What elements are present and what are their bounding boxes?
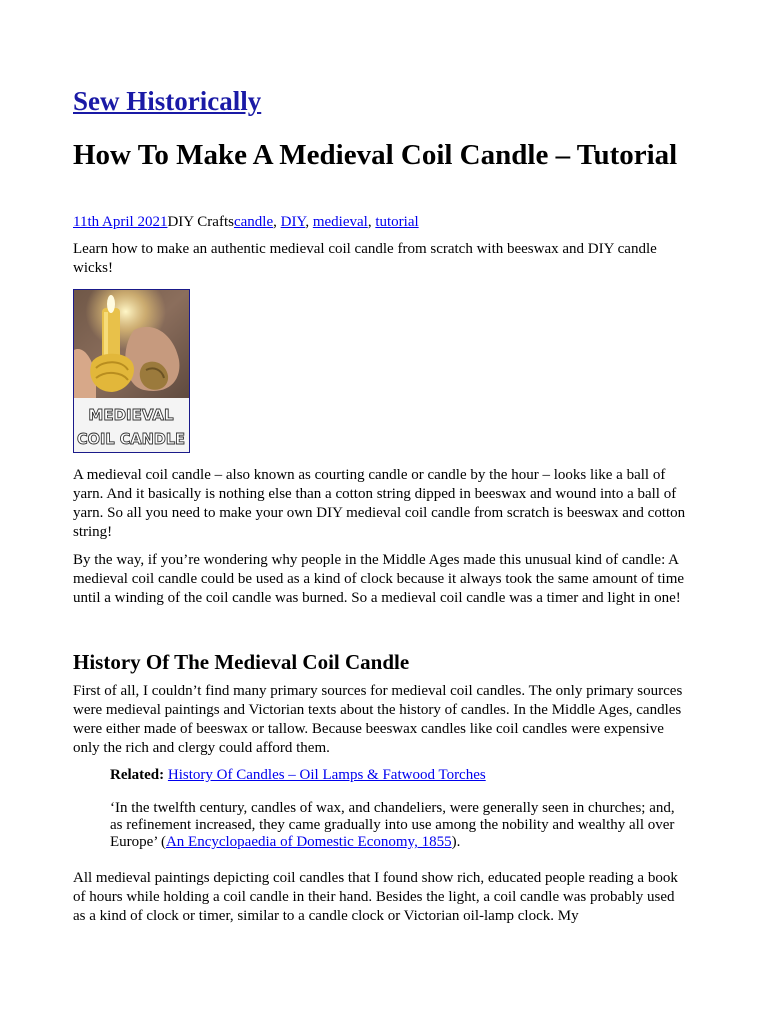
- paragraph-1: A medieval coil candle – also known as courting candle or candle by the hour – looks like a ball of yarn. And it basically is nothing else than a cotton string dipped in beeswax and wound into a ball of yarn. So all you need to make your own DIY medieval coil candle from scratch is beeswax and cotton string!: [73, 467, 686, 540]
- intro-paragraph: Learn how to make an authentic medieval coil candle from scratch with beeswax and DIY candle wicks!: [73, 241, 657, 276]
- post-title: How To Make A Medieval Coil Candle – Tutorial: [73, 139, 678, 171]
- site-title-link[interactable]: Sew Historically: [73, 86, 262, 116]
- featured-image[interactable]: [73, 289, 190, 453]
- paragraph-2: By the way, if you’re wondering why people in the Middle Ages made this unusual kind of candle: A medieval coil candle could be used as a kind of clock because it always took the same amount of time until a winding of the coil candle was burned. So a medieval coil candle was a timer and light in one!: [73, 552, 685, 606]
- paragraph-3: First of all, I couldn’t find many primary sources for medieval coil candles. The only primary sources were medieval paintings and Victorian texts about the history of candles. In the Middle Ages, candles were either made of beeswax or tallow. Because beeswax candles like coil candles were expensive only the rich and clergy could afford them.: [73, 683, 683, 756]
- related-label: Related:: [110, 767, 165, 783]
- image-caption-line2: COIL CANDLE: [77, 430, 185, 448]
- related-post: [110, 766, 486, 785]
- quote-source-link[interactable]: An Encyclopaedia of Domestic Economy, 1855: [165, 834, 452, 850]
- tag-link-diy[interactable]: DIY: [280, 214, 306, 230]
- post-date-link[interactable]: 11th April 2021: [73, 214, 168, 230]
- coil-candle-photo: [74, 290, 189, 452]
- quote-end: ).: [451, 834, 461, 850]
- section-heading: History Of The Medieval Coil Candle: [73, 650, 410, 674]
- post-meta: 11th April 2021DIY Craftscandle, DIY, medieval, tutorial: [73, 214, 419, 230]
- related-link[interactable]: History Of Candles – Oil Lamps & Fatwood Torches: [167, 767, 486, 783]
- tag-link-candle[interactable]: candle: [233, 214, 274, 230]
- tag-link-tutorial[interactable]: tutorial: [375, 214, 419, 230]
- category-link[interactable]: DIY Crafts: [167, 214, 234, 230]
- site-title: [73, 84, 261, 118]
- blockquote: [110, 800, 680, 851]
- quote-text: ‘In the twelfth century, candles of wax, and chandeliers, were generally seen in churches; and, as refinement increased, they came gradually into use among the nobility and wealthy all over Europe’ (: [110, 800, 675, 850]
- tag-link-medieval[interactable]: medieval: [312, 214, 368, 230]
- paragraph-4: All medieval paintings depicting coil candles that I found show rich, educated people reading a book of hours while holding a coil candle in their hand. Besides the light, a coil candle was probably used as a kind of clock or timer, similar to a candle clock or Victorian oil-lamp clock. My: [73, 870, 678, 924]
- image-caption-line1: MEDIEVAL: [88, 406, 174, 424]
